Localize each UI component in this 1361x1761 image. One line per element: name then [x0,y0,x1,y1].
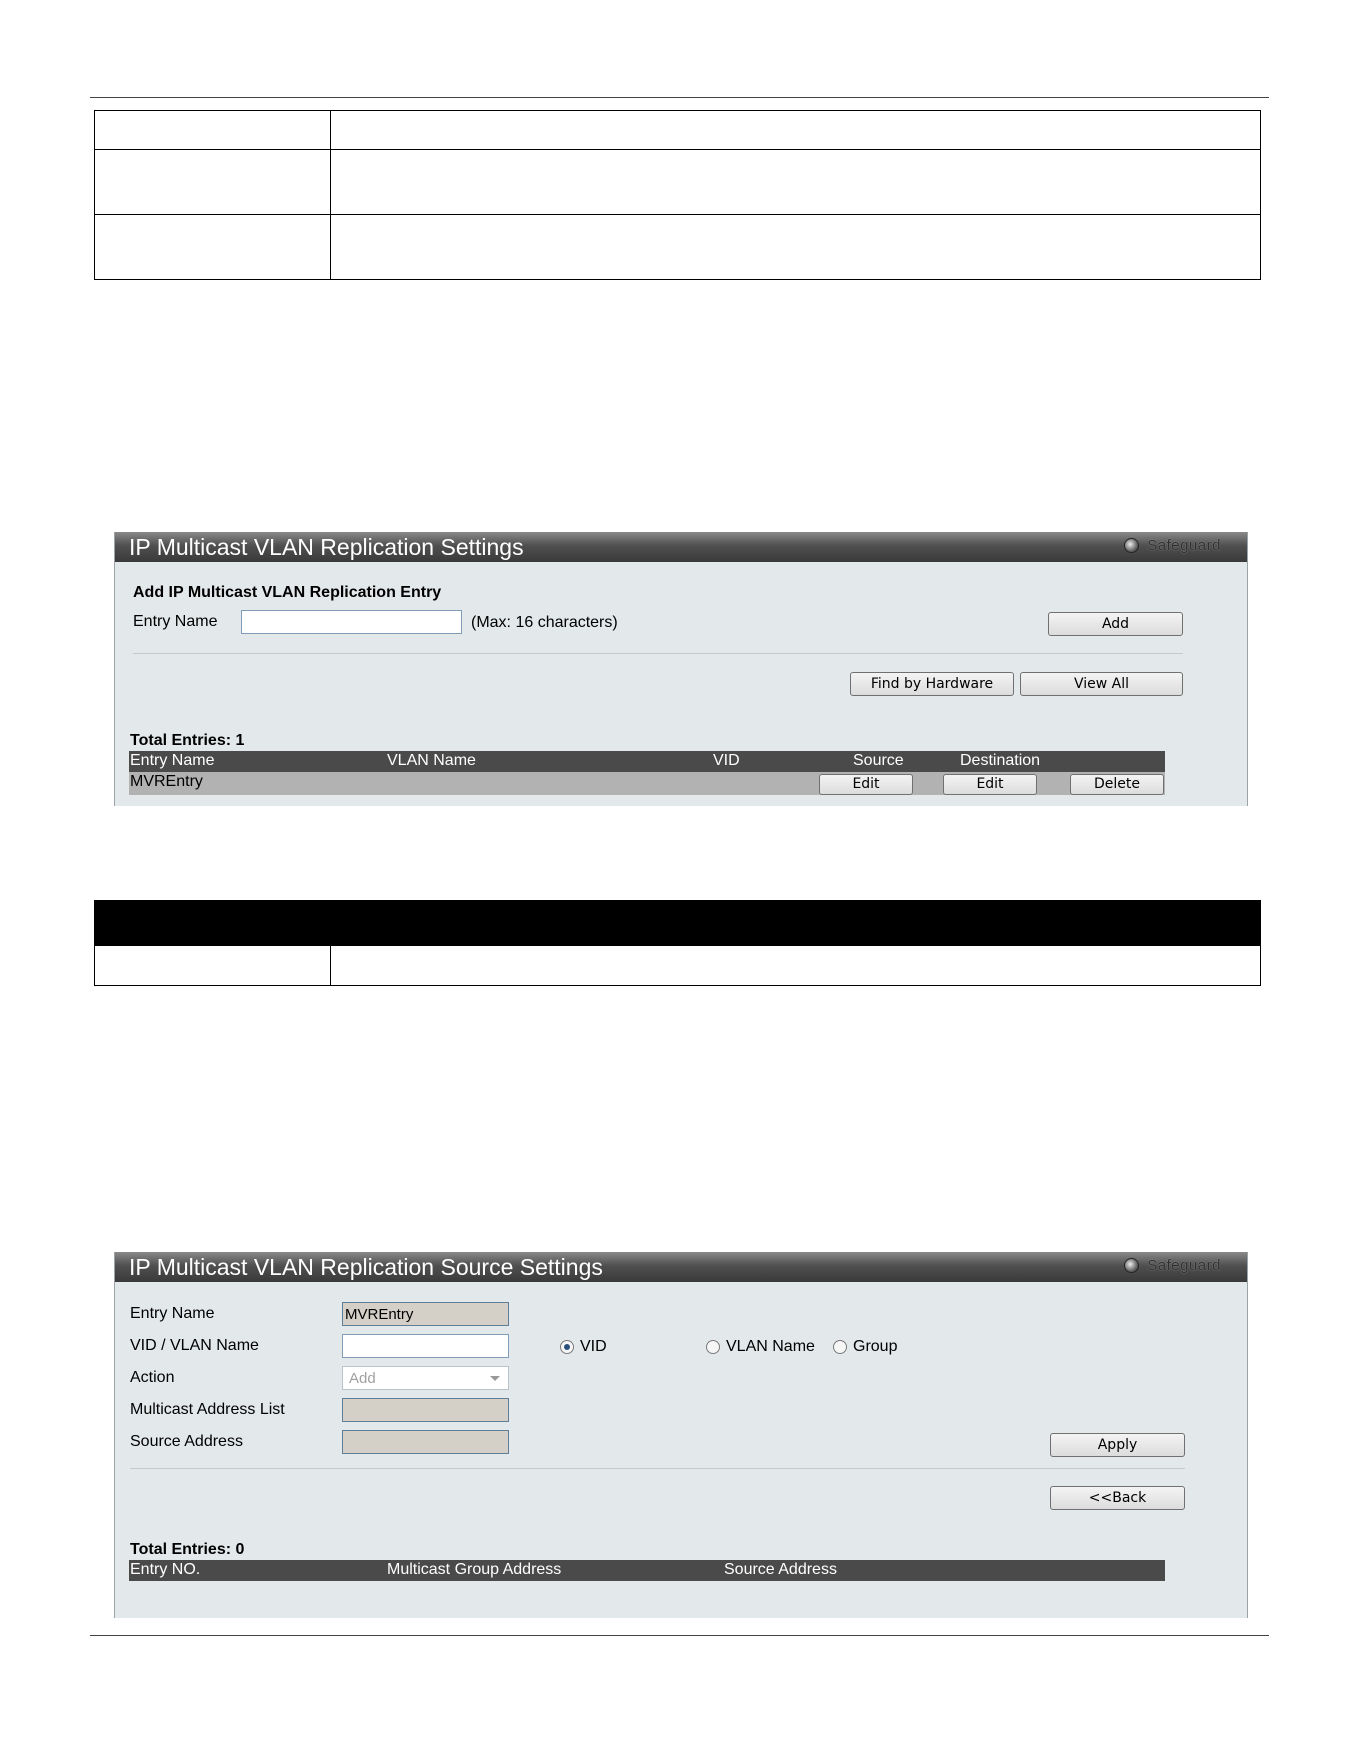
vid-vlan-name-label: VID / VLAN Name [130,1337,259,1354]
action-selected-value: Add [349,1370,376,1387]
vid-radio[interactable] [560,1340,574,1354]
panel-title-bar [115,532,1247,562]
vid-radio-label: VID [580,1338,607,1355]
source-edit-button[interactable]: Edit [819,774,913,795]
table-cell [331,150,1261,215]
table-cell [331,946,1261,986]
vlan-name-radio[interactable] [706,1340,720,1354]
safeguard-icon [1124,1258,1139,1273]
source-address-field [342,1430,509,1454]
entry-name-value: MVREntry [345,1306,414,1323]
entry-name-input[interactable] [241,610,462,634]
col-source-address: Source Address [724,1561,837,1578]
col-vid: VID [713,752,740,769]
safeguard-icon [1124,538,1139,553]
panel-title: IP Multicast VLAN Replication Settings [129,534,524,560]
safeguard-label: Safeguard [1147,1257,1221,1274]
entry-name-field [342,1302,509,1326]
col-entry-no: Entry NO. [130,1561,201,1578]
destination-edit-button[interactable]: Edit [943,774,1037,795]
safeguard-label: Safeguard [1147,537,1221,554]
col-vlan-name: VLAN Name [387,752,476,769]
entry-name-label: Entry Name [130,1305,215,1322]
action-label: Action [130,1369,175,1386]
safeguard-indicator[interactable] [1124,1257,1221,1274]
total-entries: Total Entries: 0 [130,1541,245,1558]
view-all-button[interactable]: View All [1020,672,1183,696]
table-cell [95,215,331,280]
col-source: Source [853,752,904,769]
page-bottom-rule [90,1635,1269,1636]
find-by-hardware-button[interactable]: Find by Hardware [850,672,1014,696]
col-entry-name: Entry Name [130,752,215,769]
group-radio-label: Group [853,1338,898,1355]
table-header-cell [95,901,331,946]
multicast-address-list-field [342,1398,509,1422]
divider [133,653,1183,654]
delete-button[interactable]: Delete [1070,774,1164,795]
entry-name-label: Entry Name [133,613,218,630]
panel-title-bar [115,1252,1247,1282]
parameter-table-middle [94,900,1261,986]
col-destination: Destination [960,752,1041,769]
page-top-rule [90,97,1269,98]
table-cell [331,215,1261,280]
source-address-label: Source Address [130,1433,243,1450]
max-characters-hint: (Max: 16 characters) [471,614,618,631]
safeguard-indicator[interactable] [1124,537,1221,554]
panel-title: IP Multicast VLAN Replication Source Settings [129,1254,603,1280]
table-cell [331,111,1261,150]
section-title: Add IP Multicast VLAN Replication Entry [133,584,442,601]
add-button[interactable]: Add [1048,612,1183,636]
back-button[interactable]: <<Back [1050,1486,1185,1510]
table-cell [95,150,331,215]
apply-button[interactable]: Apply [1050,1433,1185,1457]
action-select[interactable] [342,1366,509,1390]
table-header-cell [331,901,1261,946]
total-entries: Total Entries: 1 [130,732,245,749]
table-cell [95,111,331,150]
table-cell [95,946,331,986]
row-entry-name: MVREntry [130,773,203,790]
parameter-table-top [94,110,1261,280]
source-table-header [129,1560,1165,1581]
multicast-address-list-label: Multicast Address List [130,1401,285,1418]
col-multicast-group-address: Multicast Group Address [387,1561,562,1578]
entries-table-header [129,751,1165,772]
vlan-name-radio-label: VLAN Name [726,1338,815,1355]
replication-settings-panel [114,532,1248,806]
replication-source-settings-panel [114,1252,1248,1618]
group-radio[interactable] [833,1340,847,1354]
divider [130,1468,1185,1469]
chevron-down-icon [490,1376,500,1381]
vid-vlan-name-input[interactable] [342,1334,509,1358]
